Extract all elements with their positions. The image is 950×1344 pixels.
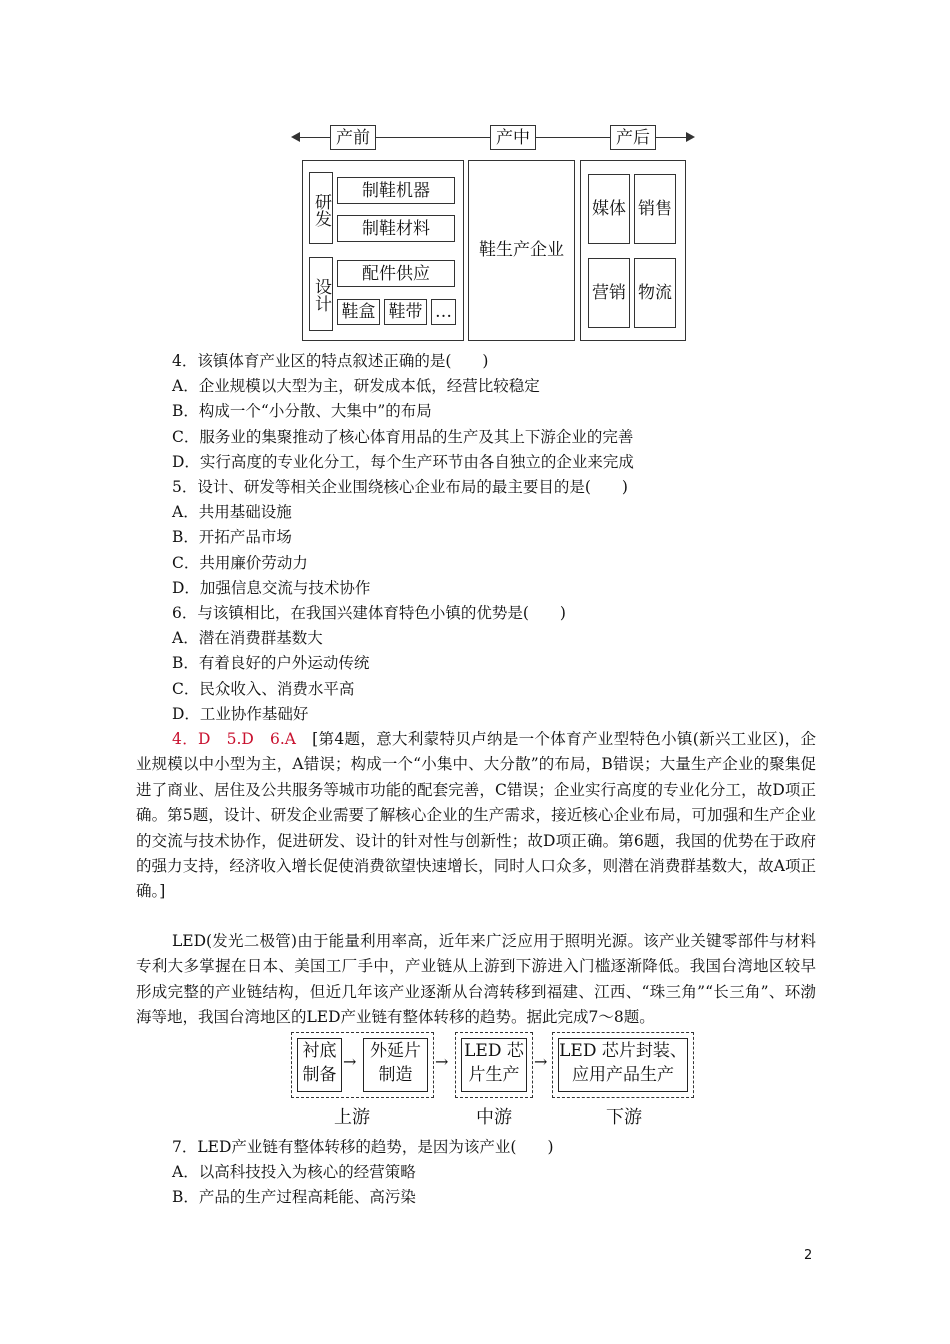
shoe-material-box: 制鞋材料: [337, 215, 455, 242]
explanation-text: [第4题，意大利蒙特贝卢纳是一个体育产业型特色小镇(新兴工业区)，企业规模以中小型为主，A错误；构成一个“小集中、大分散”的布局，B错误；大量生产企业的聚集促进了商业、居住及公共服务等城市功能的配套完善，C错误；企业实行高度的专业化分工，故D项正确。第5题，设计、研发企业需要了解核心企业的生产需求，接近核心企业布局，可加强和生产企业的交流与技术协作，促进研发、设计的针对性与创新性；故D项正确。第6题，我国的优势在于政府的强力支持，经济收入增长促使消费欲望快速增长，同时人口众多，则潜在消费群基数大，故A项正确。]: [136, 730, 816, 901]
question-7-stem: 7．LED产业链有整体转移的趋势，是因为该产业( ): [172, 1138, 554, 1156]
midstream-label: 中游: [476, 1107, 512, 1128]
question-4-option-a: A．企业规模以大型为主，研发成本低，经营比较稳定: [172, 377, 540, 395]
question-4-stem: 4．该镇体育产业区的特点叙述正确的是( ): [172, 352, 489, 370]
shoe-machine-box: 制鞋机器: [337, 177, 455, 204]
question-5-stem: 5．设计、研发等相关企业围绕核心企业布局的最主要目的是( ): [172, 478, 628, 496]
arrow-left-icon: [291, 132, 300, 142]
answer-explanation: [136, 727, 816, 905]
question-6-option-d: D．工业协作基础好: [172, 705, 309, 723]
more-box: …: [431, 299, 456, 325]
arrow-right-icon: →: [534, 1052, 548, 1071]
sales-box: 销售: [634, 174, 676, 244]
question-7-option-a: A．以高科技投入为核心的经营策略: [172, 1163, 416, 1181]
question-6-option-a: A．潜在消费群基数大: [172, 629, 323, 647]
question-6-stem: 6．与该镇相比，在我国兴建体育特色小镇的优势是( ): [172, 604, 566, 622]
question-5-option-a: A．共用基础设施: [172, 503, 292, 521]
stage-pre: 产前: [330, 125, 376, 150]
question-4-option-b: B．构成一个“小分散、大集中”的布局: [172, 402, 432, 420]
downstream-label: 下游: [606, 1107, 642, 1128]
led-packaging-box: LED 芯片封装、 应用产品生产: [558, 1038, 688, 1092]
page-number: 2: [804, 1248, 813, 1263]
question-7-option-b: B．产品的生产过程高耗能、高污染: [172, 1188, 416, 1206]
marketing-box: 营销: [588, 258, 630, 328]
arrow-right-icon: →: [343, 1052, 357, 1071]
upstream-label: 上游: [334, 1107, 370, 1128]
question-4-option-c: C．服务业的集聚推动了核心体育用品的生产及其上下游企业的完善: [172, 428, 634, 446]
parts-supply-box: 配件供应: [337, 260, 455, 287]
logistics-box: 物流: [634, 258, 676, 328]
question-5-option-c: C．共用廉价劳动力: [172, 554, 308, 572]
led-chip-box: LED 芯 片生产: [461, 1038, 527, 1092]
shoebox-box: 鞋盒: [337, 299, 380, 325]
question-4-option-d: D．实行高度的专业化分工，每个生产环节由各自独立的企业来完成: [172, 453, 634, 471]
led-intro-paragraph: LED(发光二极管)由于能量利用率高，近年来广泛应用于照明光源。该产业关键零部件与材料专利大多掌握在日本、美国工厂手中，产业链从上游到下游进入门槛逐渐降低。我国台湾地区较早形成完整的产业链结构，但近几年该产业逐渐从台湾转移到福建、江西、“珠三角”“长三角”、环渤海等地，我国台湾地区的LED产业链有整体转移的趋势。据此完成7～8题。: [136, 932, 816, 1027]
stage-mid: 产中: [490, 125, 536, 150]
substrate-box: 衬底 制备: [297, 1038, 342, 1092]
question-6-option-c: C．民众收入、消费水平高: [172, 680, 355, 698]
question-5-option-d: D．加强信息交流与技术协作: [172, 579, 371, 597]
design-label-box: 设计: [309, 257, 333, 331]
answer-key: 4．D 5.D 6.A: [172, 730, 296, 748]
arrow-right-icon: [686, 132, 695, 142]
shoe-enterprise-box: 鞋生产企业: [468, 160, 575, 341]
question-6-option-b: B．有着良好的户外运动传统: [172, 654, 370, 672]
media-box: 媒体: [588, 174, 630, 244]
shoelace-box: 鞋带: [384, 299, 427, 325]
stage-post: 产后: [610, 125, 656, 150]
arrow-right-icon: →: [435, 1052, 449, 1071]
epitaxial-box: 外延片 制造: [363, 1038, 428, 1092]
research-label-box: 研发: [309, 172, 333, 244]
question-5-option-b: B．开拓产品市场: [172, 528, 292, 546]
